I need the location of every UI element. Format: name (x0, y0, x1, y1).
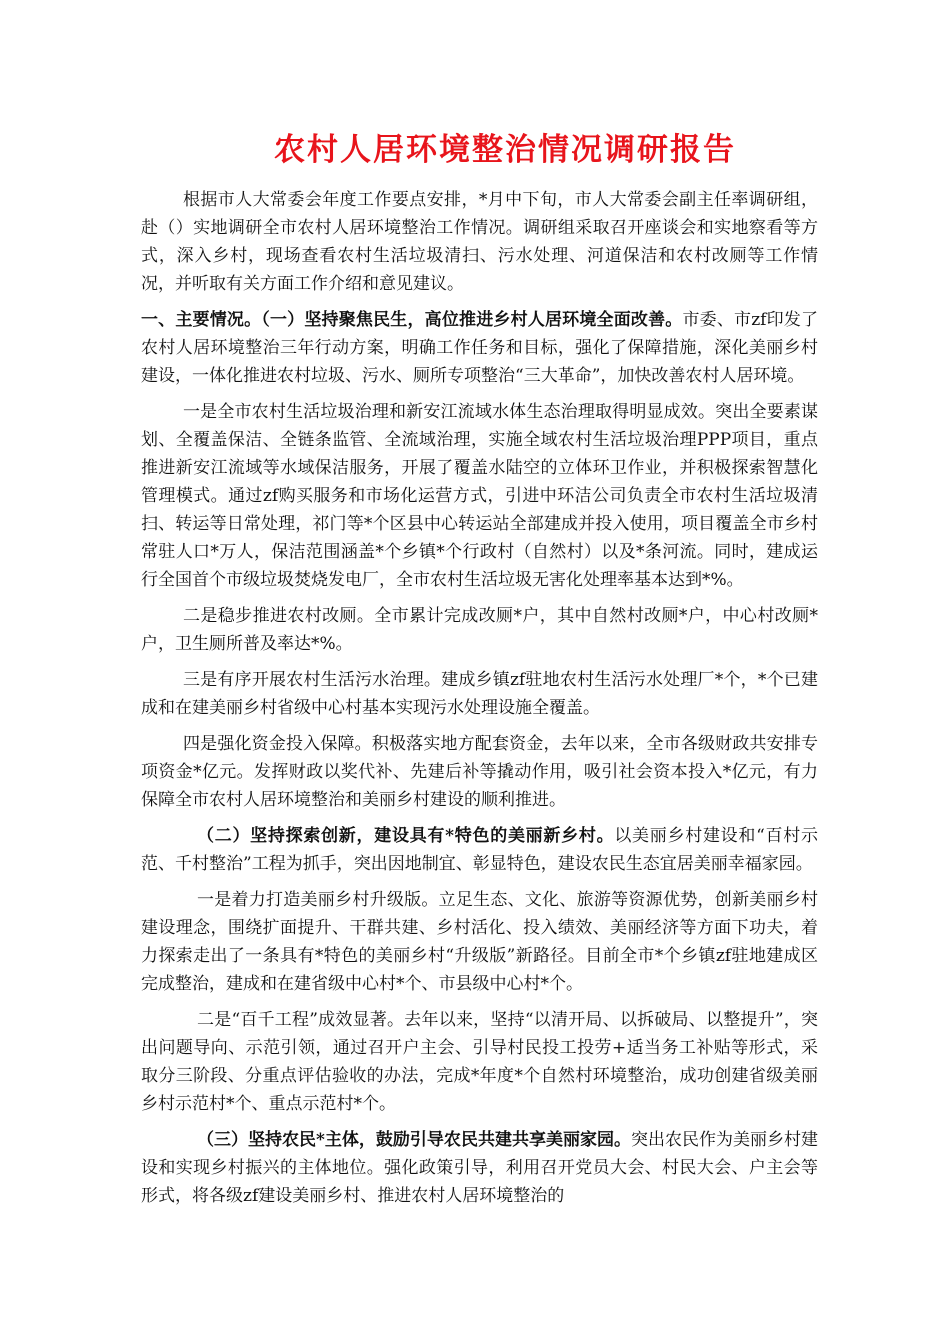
section-1-heading: 一、主要情况。（一）坚持聚焦民生，高位推进乡村人居环境全面改善。 (141, 310, 683, 330)
section-1-text: 市委、市zf印发了农村人居环境整治三年行动方案，明确工作任务和目标，强化了保障措施，深化美丽乡村建设，一体化推进农村垃圾、污水、厕所专项整治“三大革命”，加快改善农村人居环境。 (141, 310, 819, 386)
section-3-paragraph (0, 1126, 950, 1210)
item-5-paragraph: 一是着力打造美丽乡村升级版。立足生态、文化、旅游等资源优势，创新美丽乡村建设理念，围绕扩面提升、干群共建、乡村活化、投入绩效、美丽经济等方面下功夫，着力探索走出了一条具有*特色的美丽乡村“升级版”新路径。目前全市*个乡镇zf驻地建成区完成整治，建成和在建省级中心村*个、市县级中心村*个。 (141, 890, 818, 994)
item-3-paragraph: 三是有序开展农村生活污水治理。建成乡镇zf驻地农村生活污水处理厂*个，*个已建成和在建美丽乡村省级中心村基本实现污水处理设施全覆盖。 (141, 670, 818, 718)
item-2-paragraph: 二是稳步推进农村改厕。全市累计完成改厕*户，其中自然村改厕*户，中心村改厕*户，卫生厕所普及率达*%。 (141, 606, 818, 654)
document-title: 农村人居环境整治情况调研报告 (274, 132, 736, 168)
section-2-text: 以美丽乡村建设和“百村示范、千村整治”工程为抓手，突出因地制宜、彰显特色，建设农民生态宜居美丽幸福家园。 (141, 826, 818, 874)
item-1-paragraph: 一是全市农村生活垃圾治理和新安江流域水体生态治理取得明显成效。突出全要素谋划、全覆盖保洁、全链条监管、全流域治理，实施全域农村生活垃圾治理PPP项目，重点推进新安江流域等水域保洁服务，开展了覆盖水陆空的立体环卫作业，并积极探索智慧化管理模式。通过zf购买服务和市场化运营方式，引进中环洁公司负责全市农村生活垃圾清扫、转运等日常处理，祁门等*个区县中心转运站全部建成并投入使用，项目覆盖全市乡村常驻人口*万人，保洁范围涵盖*个乡镇*个行政村（自然村）以及*条河流。同时，建成运行全国首个市级垃圾焚烧发电厂，全市农村生活垃圾无害化处理率基本达到*%。 (141, 402, 818, 590)
section-2-paragraph (0, 822, 950, 878)
section-2-heading: （二）坚持探索创新，建设具有*特色的美丽新乡村。 (197, 826, 615, 846)
section-3-heading: （三）坚持农民*主体，鼓励引导农民共建共享美丽家园。 (197, 1130, 631, 1150)
intro-paragraph: 根据市人大常委会年度工作要点安排，*月中下旬，市人大常委会副主任率调研组，赴（）实地调研全市农村人居环境整治工作情况。调研组采取召开座谈会和实地察看等方式，深入乡村，现场查看农村生活垃圾清扫、污水处理、河道保洁和农村改厕等工作情况，并听取有关方面工作介绍和意见建议。 (141, 190, 818, 294)
item-4-paragraph: 四是强化资金投入保障。积极落实地方配套资金，去年以来，全市各级财政共安排专项资金*亿元。发挥财政以奖代补、先建后补等撬动作用，吸引社会资本投入*亿元，有力保障全市农村人居环境整治和美丽乡村建设的顺利推进。 (141, 734, 818, 810)
item-6-paragraph: 二是“百千工程”成效显著。去年以来，坚持“以清开局、以拆破局、以整提升”，突出问题导向、示范引领，通过召开户主会、引导村民投工投劳+适当务工补贴等形式，采取分三阶段、分重点评估验收的办法，完成*年度*个自然村环境整治，成功创建省级美丽乡村示范村*个、重点示范村*个。 (141, 1010, 818, 1114)
section-3-text: 突出农民作为美丽乡村建设和实现乡村振兴的主体地位。强化政策引导，利用召开党员大会、村民大会、户主会等形式，将各级zf建设美丽乡村、推进农村人居环境整治的 (141, 1130, 818, 1206)
section-1-paragraph (0, 306, 950, 390)
